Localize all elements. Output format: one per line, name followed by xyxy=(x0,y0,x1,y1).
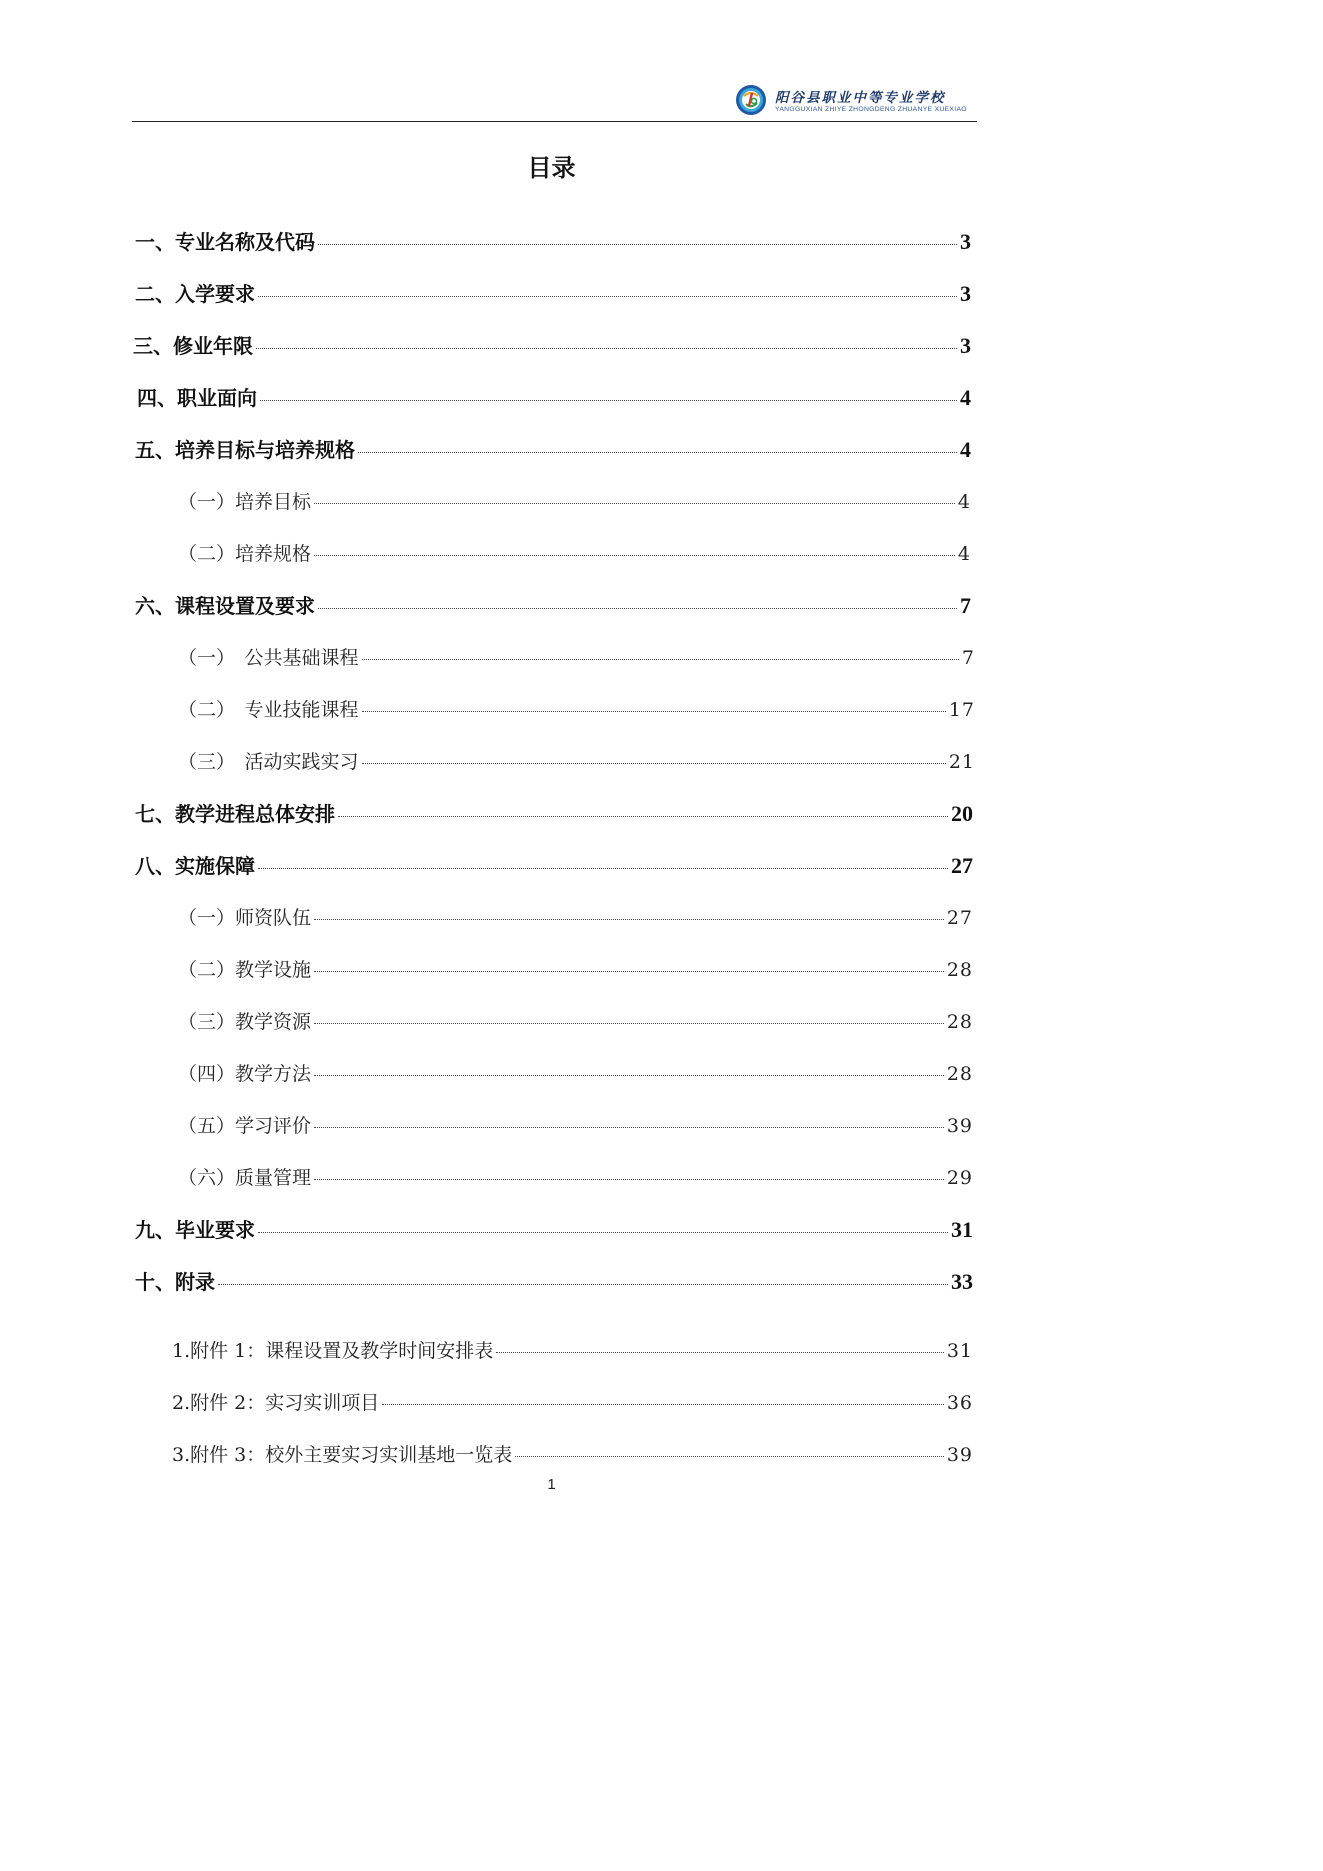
toc-entry[interactable] xyxy=(135,1214,973,1243)
toc-entry-page: 4 xyxy=(957,543,971,565)
toc-entry-page: 28 xyxy=(946,959,973,981)
toc-entry[interactable] xyxy=(135,278,971,307)
toc-entry-label: （一） 公共基础课程 xyxy=(178,647,359,669)
toc-leader-dots xyxy=(256,348,957,349)
toc-entry-page: 3 xyxy=(960,229,971,254)
toc-entry[interactable] xyxy=(178,1059,973,1086)
toc-entry-page: 28 xyxy=(946,1011,973,1033)
toc-leader-dots xyxy=(358,452,957,453)
toc-entry-page: 27 xyxy=(951,853,973,878)
toc-entry-label: （二） 专业技能课程 xyxy=(178,699,359,721)
toc-leader-dots xyxy=(318,608,957,609)
toc-entry[interactable] xyxy=(172,1336,973,1363)
toc-entry-label: 八、实施保障 xyxy=(135,854,255,878)
toc-entry-label: 2.附件 2：实习实训项目 xyxy=(172,1392,380,1414)
toc-entry[interactable] xyxy=(135,434,971,463)
toc-entry-page: 7 xyxy=(960,593,971,618)
school-name-en: YANGGUXIAN ZHIYE ZHONGDENG ZHUANYE XUEXIAO xyxy=(775,106,967,113)
toc-entry-label: 3.附件 3：校外主要实习实训基地一览表 xyxy=(172,1444,513,1466)
toc-leader-dots xyxy=(218,1284,948,1285)
toc-entry[interactable] xyxy=(135,1266,973,1295)
toc-entry[interactable] xyxy=(178,903,973,930)
toc-leader-dots xyxy=(382,1404,944,1405)
toc-entry-page: 17 xyxy=(948,699,975,721)
toc-entry-label: 七、教学进程总体安排 xyxy=(135,802,335,826)
toc-entry-page: 39 xyxy=(946,1444,973,1466)
toc-leader-dots xyxy=(362,763,946,764)
toc-entry-label: 六、课程设置及要求 xyxy=(135,594,315,618)
toc-leader-dots xyxy=(314,919,944,920)
toc-leader-dots xyxy=(258,296,957,297)
toc-entry-page: 4 xyxy=(960,385,971,410)
toc-entry-label: （四）教学方法 xyxy=(178,1063,312,1085)
toc-leader-dots xyxy=(314,1075,944,1076)
toc-leader-dots xyxy=(362,659,959,660)
toc-entry-label: 四、职业面向 xyxy=(137,386,257,410)
toc-entry-page: 36 xyxy=(946,1392,973,1414)
toc-entry[interactable] xyxy=(178,487,971,514)
toc-entry-page: 3 xyxy=(960,333,971,358)
page-number: 1 xyxy=(547,1476,556,1493)
toc-entry[interactable] xyxy=(178,539,971,566)
toc-leader-dots xyxy=(314,503,955,504)
toc-leader-dots xyxy=(318,244,957,245)
toc-leader-dots xyxy=(338,816,948,817)
toc-entry-page: 3 xyxy=(960,281,971,306)
toc-entry-page: 4 xyxy=(960,437,971,462)
toc-entry-page: 4 xyxy=(957,491,971,513)
toc-entry-page: 31 xyxy=(946,1340,973,1362)
toc-entry[interactable] xyxy=(178,695,975,722)
toc-leader-dots xyxy=(260,400,957,401)
toc-entry-page: 33 xyxy=(951,1269,973,1294)
toc-entry[interactable] xyxy=(135,590,971,619)
toc-leader-dots xyxy=(496,1352,944,1353)
toc-entry-label: 五、培养目标与培养规格 xyxy=(135,438,355,462)
toc-entry-label: （一）培养目标 xyxy=(178,491,312,513)
toc-leader-dots xyxy=(258,1232,948,1233)
toc-entry[interactable] xyxy=(178,643,975,670)
toc-entry-label: （三）教学资源 xyxy=(178,1011,312,1033)
toc-leader-dots xyxy=(314,1023,944,1024)
toc-leader-dots xyxy=(362,711,946,712)
toc-entry[interactable] xyxy=(178,1163,973,1190)
toc-entry[interactable] xyxy=(178,1111,973,1138)
toc-leader-dots xyxy=(314,555,955,556)
toc-entry[interactable] xyxy=(135,798,973,827)
toc-entry-page: 39 xyxy=(946,1115,973,1137)
toc-entry-page: 28 xyxy=(946,1063,973,1085)
toc-leader-dots xyxy=(314,971,944,972)
toc-entry-label: （二）教学设施 xyxy=(178,959,312,981)
toc-entry-label: 十、附录 xyxy=(135,1270,215,1294)
toc-leader-dots xyxy=(258,868,948,869)
toc-entry[interactable] xyxy=(178,955,973,982)
toc-leader-dots xyxy=(314,1127,944,1128)
toc-entry-label: （二）培养规格 xyxy=(178,543,312,565)
toc-entry-label: （三） 活动实践实习 xyxy=(178,751,359,773)
toc-entry-page: 21 xyxy=(948,751,975,773)
school-name-cn: 阳谷县职业中等专业学校 xyxy=(775,90,946,106)
toc-entry[interactable] xyxy=(133,330,971,359)
toc-entry-page: 7 xyxy=(961,647,975,669)
toc-entry-page: 31 xyxy=(951,1217,973,1242)
toc-entry-page: 29 xyxy=(946,1167,973,1189)
toc-entry-label: （六）质量管理 xyxy=(178,1167,312,1189)
toc-entry[interactable] xyxy=(178,1007,973,1034)
toc-entry[interactable] xyxy=(135,226,971,255)
toc-entry-label: （一）师资队伍 xyxy=(178,907,312,929)
toc-leader-dots xyxy=(515,1456,944,1457)
toc-entry-label: 1.附件 1：课程设置及教学时间安排表 xyxy=(172,1340,494,1362)
toc-entry[interactable] xyxy=(137,382,971,411)
toc-leader-dots xyxy=(314,1179,944,1180)
toc-entry-page: 20 xyxy=(951,801,973,826)
toc-entry[interactable] xyxy=(172,1440,973,1467)
toc-entry[interactable] xyxy=(178,747,975,774)
toc-title: 目录 xyxy=(527,154,576,182)
toc-entry-page: 27 xyxy=(946,907,973,929)
toc-entry[interactable] xyxy=(135,850,973,879)
toc-entry-label: （五）学习评价 xyxy=(178,1115,312,1137)
toc-entry[interactable] xyxy=(172,1388,973,1415)
toc-entry-label: 三、修业年限 xyxy=(133,334,253,358)
toc-entry-label: 一、专业名称及代码 xyxy=(135,230,315,254)
toc-entry-label: 九、毕业要求 xyxy=(135,1218,255,1242)
toc-entry-label: 二、入学要求 xyxy=(135,282,255,306)
